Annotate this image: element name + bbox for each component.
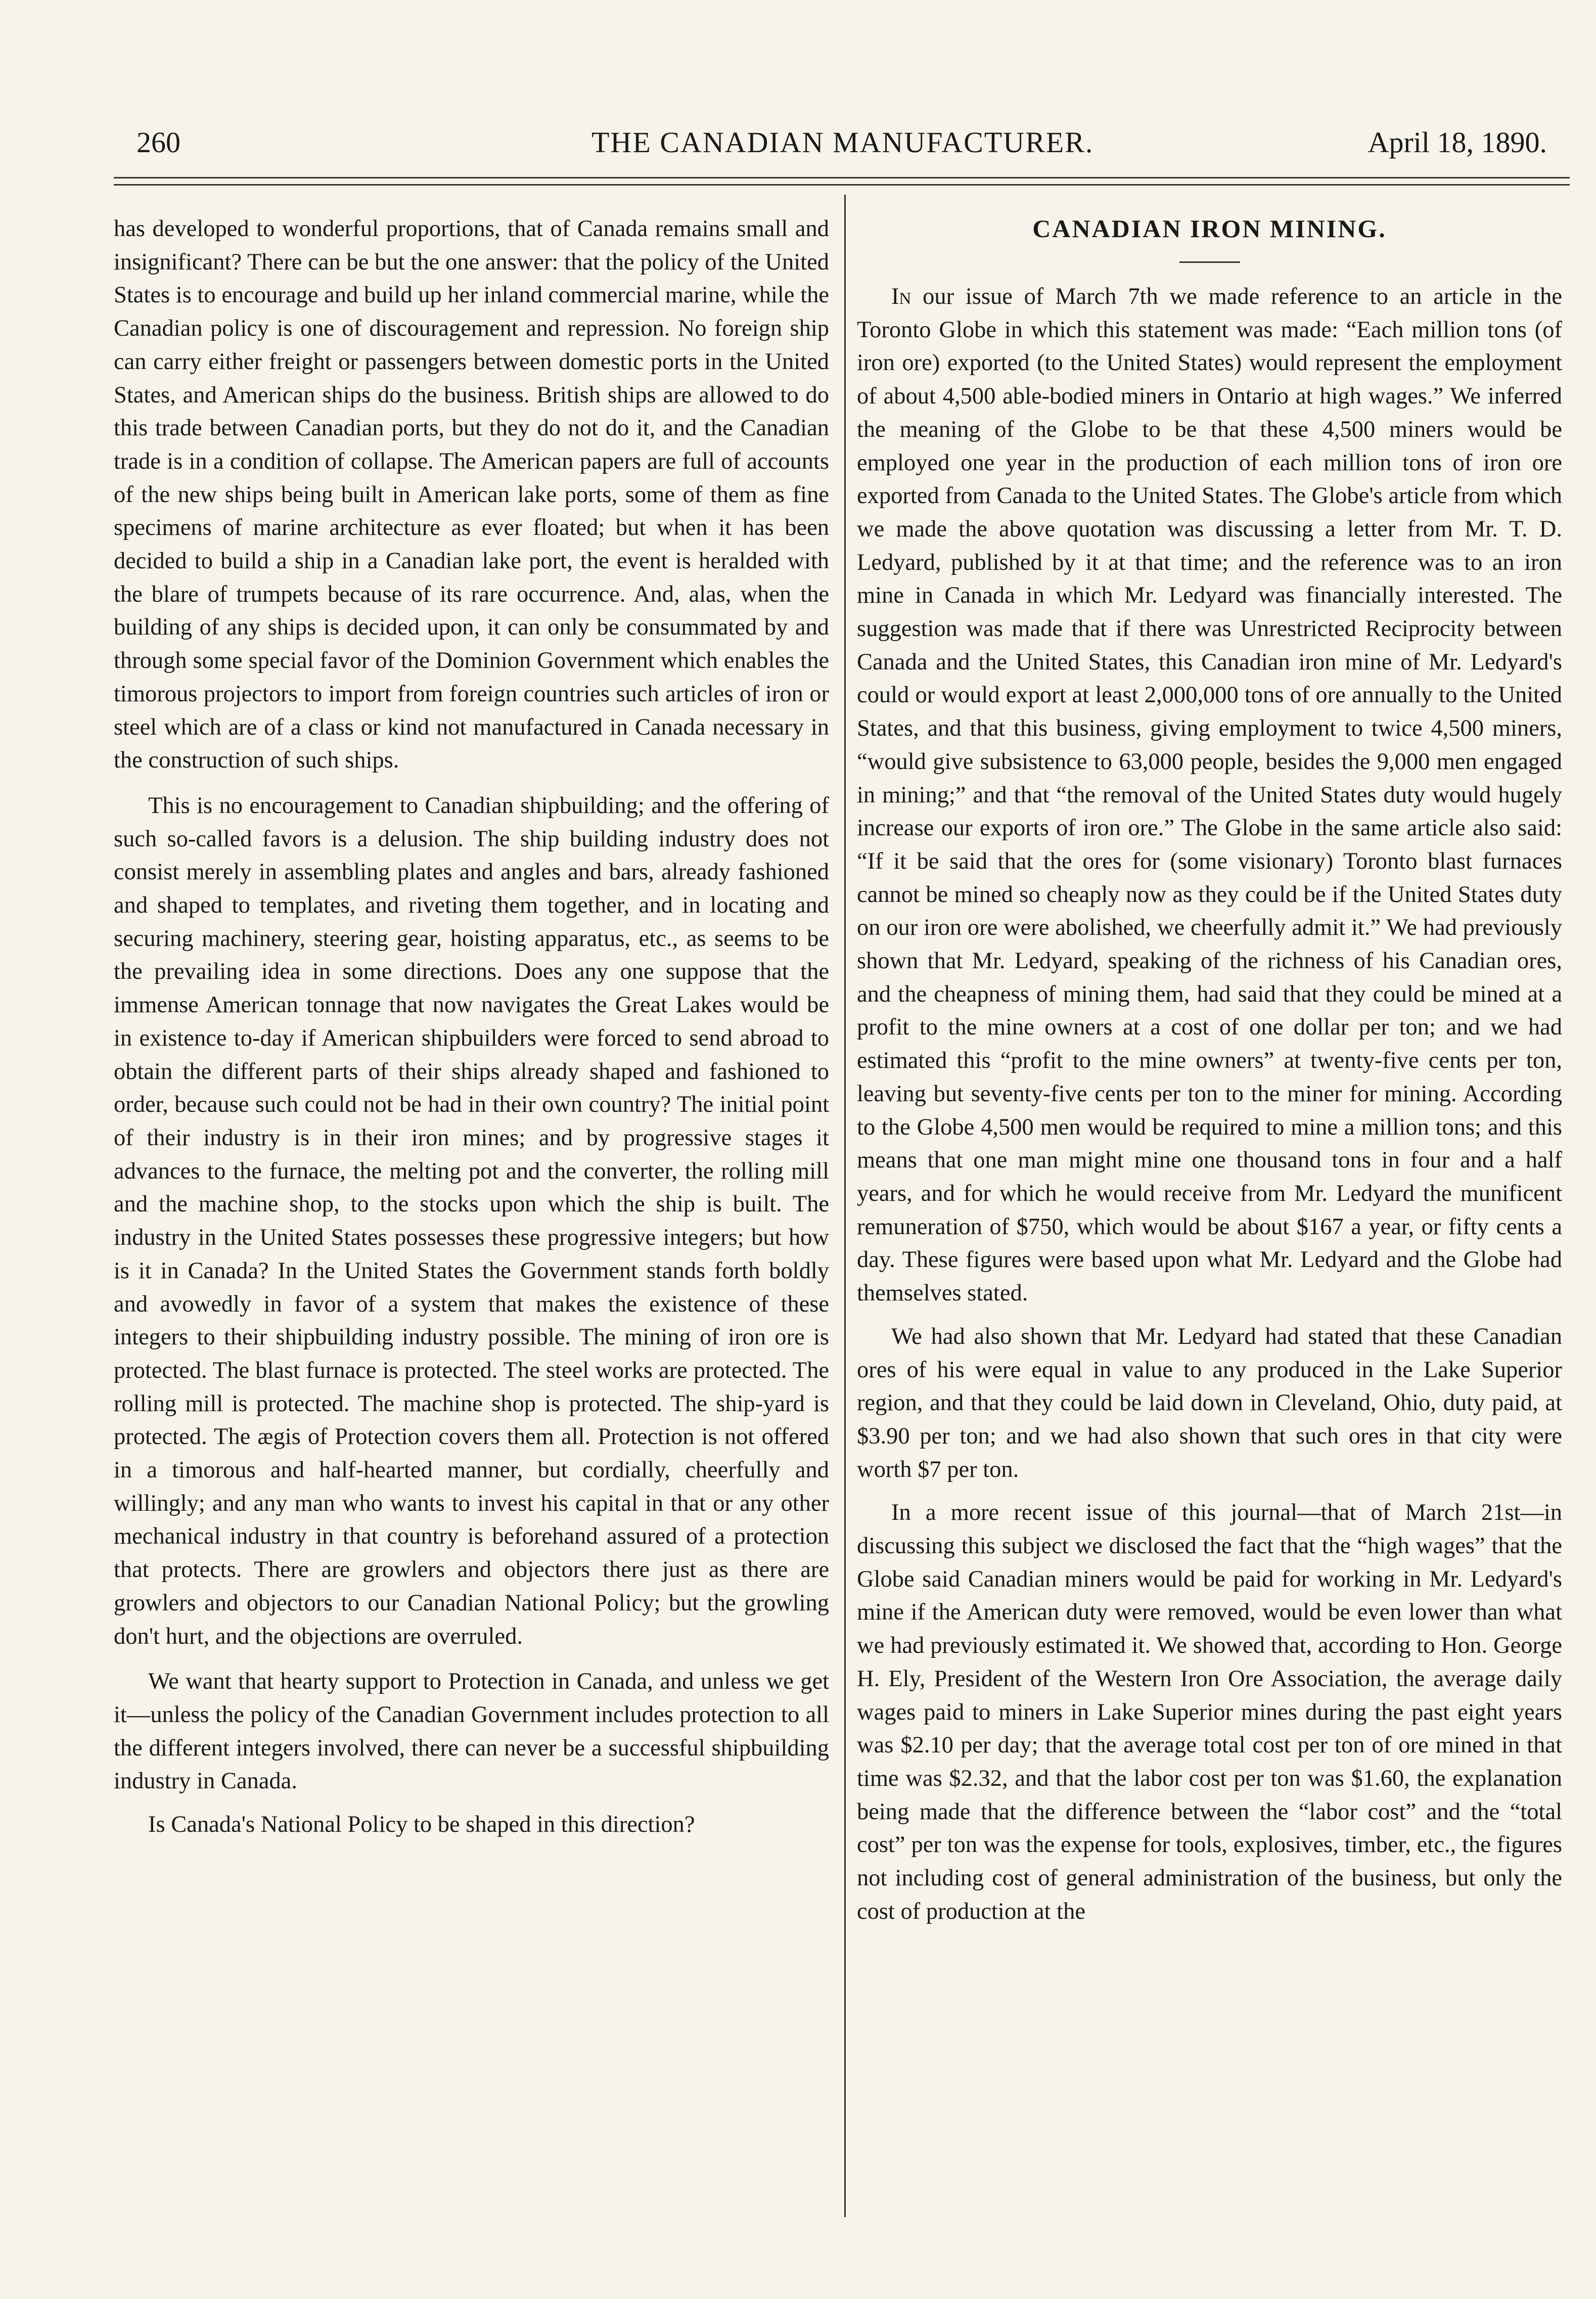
column-divider: [844, 195, 846, 2217]
right-paragraph-3: In a more recent issue of this journal—that of March 21st—in discussing this subject we disclosed the fact that the “high wages” that the Globe said Canadian miners would be paid for working in Mr. Ledyard's mine if the American duty were removed, would be even lower than what we had previously estimated it. We showed that, according to Hon. George H. Ely, President of the Western Iron Ore Association, the average daily wages paid to miners in Lake Superior mines during the past eight years was $2.10 per day; that the average total cost per ton of ore mined in that time was $2.32, and that the labor cost per ton was $1.60, the explanation being made that the difference between the “labor cost” and the “total cost” per ton was the expense for tools, explosives, timber, etc., the figures not including cost of general administration of the business, but only the cost of production at the: [857, 1500, 1562, 1924]
right-paragraph-1-text: our issue of March 7th we made reference to an article in the Toronto Globe in which this statement was made: “Each million tons (of iron ore) exported (to the United States) would represent the employment of about 4,500 able-bodied miners in Ontario at high wages.” We inferred the meaning of the Globe to be that these 4,500 miners would be employed one year in the production of each million tons of iron ore exported from Canada to the United States. The Globe's article from which we made the above quotation was discussing a letter from Mr. T. D. Ledyard, published by it at that time; and the reference was to an iron mine in Canada in which Mr. Ledyard was financially interested. The suggestion was made that if there was Unrestricted Reciprocity between Canada and the United States, this Canadian iron mine of Mr. Ledyard's could or would export at least 2,000,000 tons of ore annually to the United States, and that this business, giving employment to twice 4,500 miners, “would give subsistence to 63,000 people, besides the 9,000 men engaged in mining;” and that “the removal of the United States duty would hugely increase our exports of iron ore.” The Globe in the same article also said: “If it be said that the ores for (some visionary) Toronto blast furnaces cannot be mined so cheaply now as they could be if the United States duty on our iron ore were abolished, we cheerfully admit it.” We had previously shown that Mr. Ledyard, speaking of the richness of his Canadian ores, and the cheapness of mining them, had said that they could be mined at a profit to the mine owners at a cost of one dollar per ton; and we had estimated this “profit to the mine owners” at twenty-five cents per ton, leaving but seventy-five cents per ton to the miner for mining. According to the Globe 4,500 men would be required to mine a million tons; and this means that one man might mine one thousand tons in four and a half years, and for which he would receive from Mr. Ledyard the munificent remuneration of $750, which would be about $167 a year, or fifty cents a day. These figures were based upon what Mr. Ledyard and the Globe had themselves stated.: [857, 284, 1562, 1306]
left-paragraph-2: This is no encouragement to Canadian shipbuilding; and the offering of such so-called favors is a delusion. The ship building industry does not consist merely in assembling plates and angles and bars, already fashioned and shaped to templates, and riveting them together, and in locating and securing machinery, steering gear, hoisting apparatus, etc., as seems to be the prevailing idea in some directions. Does any one suppose that the immense American tonnage that now navigates the Great Lakes would be in existence to-day if American shipbuilders were forced to send abroad to obtain the different parts of their ships already shaped and fashioned to order, because such could not be had in their own country? The initial point of their industry is in their iron mines; and by progressive stages it advances to the furnace, the melting pot and the converter, the rolling mill and the machine shop, to the stocks upon which the ship is built. The industry in the United States possesses these progressive integers; but how is it in Canada? In the United States the Government stands forth boldly and avowedly in favor of a system that makes the existence of these integers to their shipbuilding industry possible. The mining of iron ore is protected. The blast furnace is protected. The steel works are protected. The rolling mill is protected. The machine shop is protected. The ship-yard is protected. The ægis of Protection covers them all. Protection is not offered in a timorous and half-hearted manner, but cordially, cheerfully and willingly; and any man who wants to invest his capital in that or any other mechanical industry in that country is beforehand assured of a protection that protects. There are growlers and objectors there just as there are growlers and objectors to our Canadian National Policy; but the growling don't hurt, and the objections are overruled.: [114, 792, 829, 1649]
right-paragraph-2: We had also shown that Mr. Ledyard had stated that these Canadian ores of his were equal in value to any produced in the Lake Superior region, and that they could be laid down in Cleveland, Ohio, duty paid, at $3.90 per ton; and we had also shown that such ores in that city were worth $7 per ton.: [857, 1323, 1562, 1482]
publication-title: THE CANADIAN MANUFACTURER.: [591, 126, 1094, 159]
right-paragraph-1: [857, 280, 1562, 1310]
article-headline: CANADIAN IRON MINING.: [1032, 214, 1387, 243]
header-rule-top: [114, 177, 1570, 178]
headline-rule: [1179, 261, 1240, 263]
left-column: [114, 212, 829, 1841]
page-number: 260: [136, 126, 180, 159]
issue-date: April 18, 1890.: [1367, 126, 1547, 159]
header-rule-bottom: [114, 184, 1570, 186]
left-paragraph-3: We want that hearty support to Protection in Canada, and unless we get it—unless the policy of the Canadian Government includes protection to all the different integers involved, there can never be a successful shipbuilding industry in Canada.: [114, 1669, 829, 1794]
lead-word: In: [891, 284, 911, 309]
right-column: [857, 212, 1562, 1928]
left-paragraph-4: Is Canada's National Policy to be shaped in this direction?: [148, 1812, 695, 1838]
left-paragraph-1: has developed to wonderful proportions, that of Canada remains small and insignificant? There can be but the one answer: that the policy of the United States is to encourage and build up her inland commercial marine, while the Canadian policy is one of discouragement and repression. No foreign ship can carry either freight or passengers between domestic ports in the United States, and American ships do the business. British ships are allowed to do this trade between Canadian ports, but they do not do it, and the Canadian trade is in a condition of collapse. The American papers are full of accounts of the new ships being built in American lake ports, some of them as fine specimens of marine architecture as ever floated; but when it has been decided to build a ship in a Canadian lake port, the event is heralded with the blare of trumpets because of its rare occurrence. And, alas, when the building of any ships is decided upon, it can only be consummated by and through some special favor of the Dominion Government which enables the timorous projectors to import from foreign countries such articles of iron or steel which are of a class or kind not manufactured in Canada necessary in the construction of such ships.: [114, 216, 829, 774]
page-header: [136, 120, 1547, 161]
